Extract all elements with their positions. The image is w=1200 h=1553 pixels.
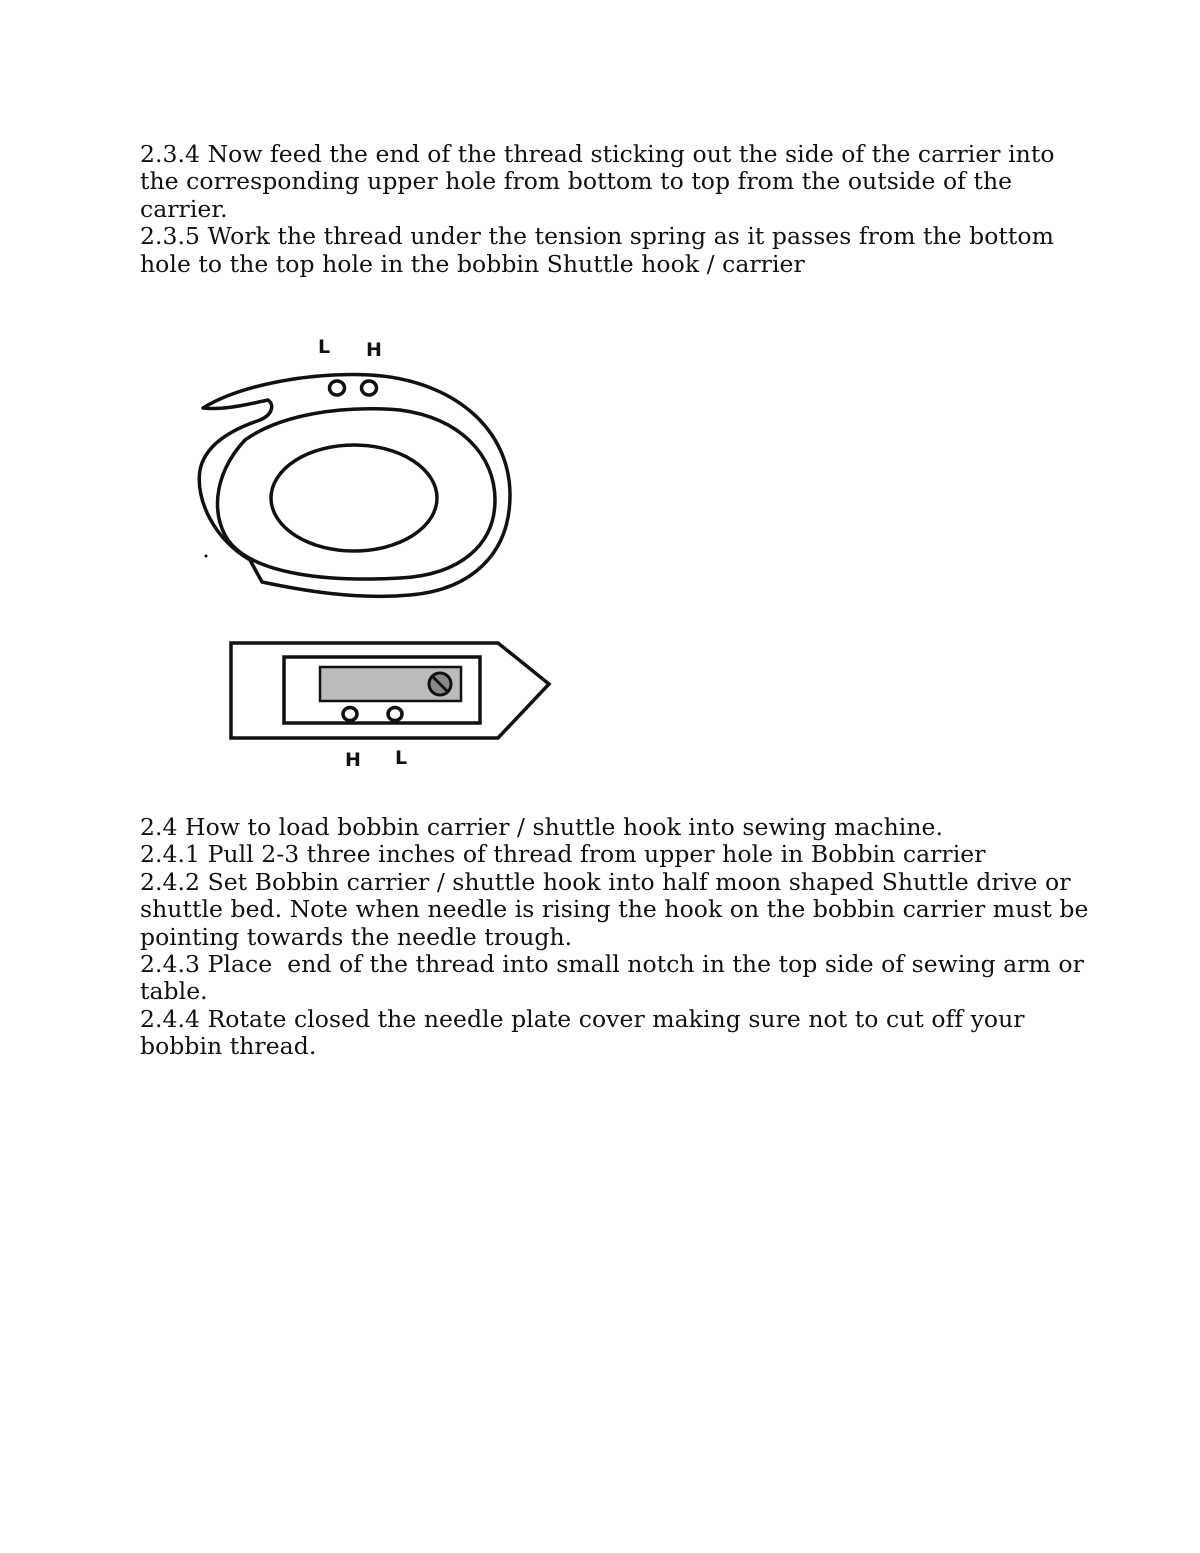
paragraph-2-4-4: 2.4.4 Rotate closed the needle plate cover making sure not to cut off your bobbin thread. [140,1004,1025,1061]
paragraph-2-3-5: 2.3.5 Work the thread under the tension spring as it passes from the bottom hole to the top hole in the bobbin Shuttle hook / carrier [140,222,1054,278]
carrier-label-left: H [345,749,361,771]
paragraph-2-4-2: 2.4.2 Set Bobbin carrier / shuttle hook into half moon shaped Shuttle drive or shuttle bed. Note when needle is rising the hook on the bobbin carrier must be pointing towards the needle trough. [140,867,1089,951]
hook-label-right: H [366,339,382,361]
hook-hole-l [330,381,345,395]
hook-hole-h [362,381,377,395]
bobbin-carrier-diagram [231,643,549,738]
shuttle-hook-inner-track [217,409,495,579]
hook-label-left: L [318,336,331,358]
paragraph-2-4-3: 2.4.3 Place end of the thread into small notch in the top side of sewing arm or table. [140,950,1092,1006]
shuttle-hook-diagram [199,375,510,597]
section-2-4-text [140,814,1100,1061]
shuttle-hook-center-opening [271,445,437,551]
carrier-label-right: L [395,747,408,769]
carrier-hole-h [343,708,357,721]
paragraph-2-4-1: 2.4.1 Pull 2-3 three inches of thread from upper hole in Bobbin carrier [140,840,986,869]
paragraph-2-4: 2.4 How to load bobbin carrier / shuttle hook into sewing machine. [140,813,943,841]
paragraph-2-3-4: 2.3.4 Now feed the end of the thread sticking out the side of the carrier into the corresponding upper hole from bottom to top from the outside of the carrier. [140,140,1055,223]
carrier-hole-l [388,708,402,721]
